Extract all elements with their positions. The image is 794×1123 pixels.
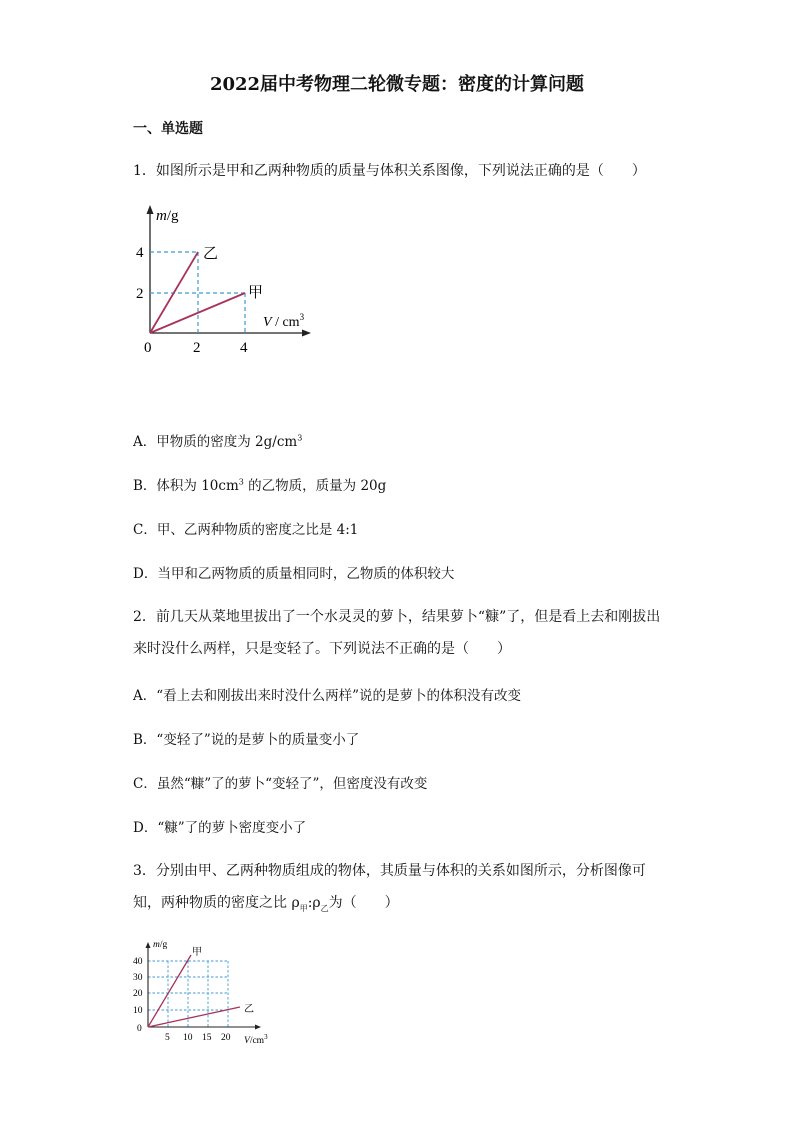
q1-y-tick-2: 2 <box>136 286 144 302</box>
q1-x-tick-4: 4 <box>240 340 248 356</box>
q1-mass-volume-graph <box>128 200 328 360</box>
q1-x-tick-2: 2 <box>193 340 201 356</box>
question-2-stem-line1: 2．前几天从菜地里拔出了一个水灵灵的萝卜，结果萝卜“糠”了，但是看上去和刚拔出 <box>133 609 661 625</box>
q1-x-tick-0: 0 <box>144 340 152 356</box>
q3-label-yi: 乙 <box>244 1004 254 1015</box>
q3-line-jia <box>148 955 191 1027</box>
question-3-stem-line2: 知，两种物质的密度之比 $\rho_甲:\rho_乙$为（ ） <box>133 895 399 913</box>
q1-y-tick-4: 4 <box>136 245 144 261</box>
q3-x-tick-10: 10 <box>183 1033 193 1043</box>
q1-x-axis-label: V / $cm^3$ <box>263 312 305 330</box>
q3-y-axis-arrow <box>146 942 151 948</box>
q2-option-a: A．“看上去和刚拔出来时没什么两样”说的是萝卜的体积没有改变 <box>133 688 522 704</box>
q3-y-tick-20: 20 <box>133 989 143 999</box>
q1-option-a: A．甲物质的密度为 $2g/cm^3$ <box>133 433 303 450</box>
q1-label-yi: 乙 <box>203 246 219 262</box>
q1-x-axis-arrow <box>302 330 311 337</box>
q2-option-d: D．“糠”了的萝卜密度变小了 <box>133 820 307 836</box>
question-3-stem-line1: 3．分别由甲、乙两种物质组成的物体，其质量与体积的关系如图所示，分析图像可 <box>133 863 646 879</box>
q1-option-c: C．甲、乙两种物质的密度之比是 4:1 <box>133 522 359 538</box>
q3-y-axis-label: m/g <box>153 940 168 950</box>
q3-x-tick-20: 20 <box>221 1033 231 1043</box>
q3-x-tick-5: 5 <box>165 1033 170 1043</box>
page-title: 2022届中考物理二轮微专题：密度的计算问题 <box>209 74 585 95</box>
question-1-stem: 1．如图所示是甲和乙两种物质的质量与体积关系图像，下列说法正确的是（ ） <box>133 163 646 179</box>
q1-label-jia: 甲 <box>248 285 264 301</box>
q3-x-axis-label: $V/cm^3$ <box>244 1033 268 1046</box>
q3-label-jia: 甲 <box>192 947 202 958</box>
q3-mass-volume-graph <box>128 935 288 1050</box>
q2-option-b: B．“变轻了”说的是萝卜的质量变小了 <box>133 732 360 748</box>
q2-option-c: C．虽然“糠”了的萝卜“变轻了”，但密度没有改变 <box>133 776 428 792</box>
q1-y-axis-label: m/g <box>156 208 179 224</box>
q1-option-b: B．体积为 $10cm^3$ 的乙物质，质量为 20g <box>133 477 387 494</box>
q1-line-jia <box>150 293 245 333</box>
question-2-stem-line2: 来时没什么两样，只是变轻了。下列说法不正确的是（ ） <box>133 641 511 657</box>
q3-y-tick-40: 40 <box>133 957 143 967</box>
q3-origin-label: 0 <box>137 1024 142 1034</box>
q3-y-tick-30: 30 <box>133 973 143 983</box>
q1-option-d: D．当甲和乙两物质的质量相同时，乙物质的体积较大 <box>133 566 455 582</box>
q3-y-tick-10: 10 <box>133 1006 143 1016</box>
section-heading: 一、单选题 <box>133 121 203 137</box>
q1-y-axis-arrow <box>147 205 154 214</box>
q3-x-tick-15: 15 <box>202 1033 212 1043</box>
q3-x-axis-arrow <box>255 1025 261 1030</box>
